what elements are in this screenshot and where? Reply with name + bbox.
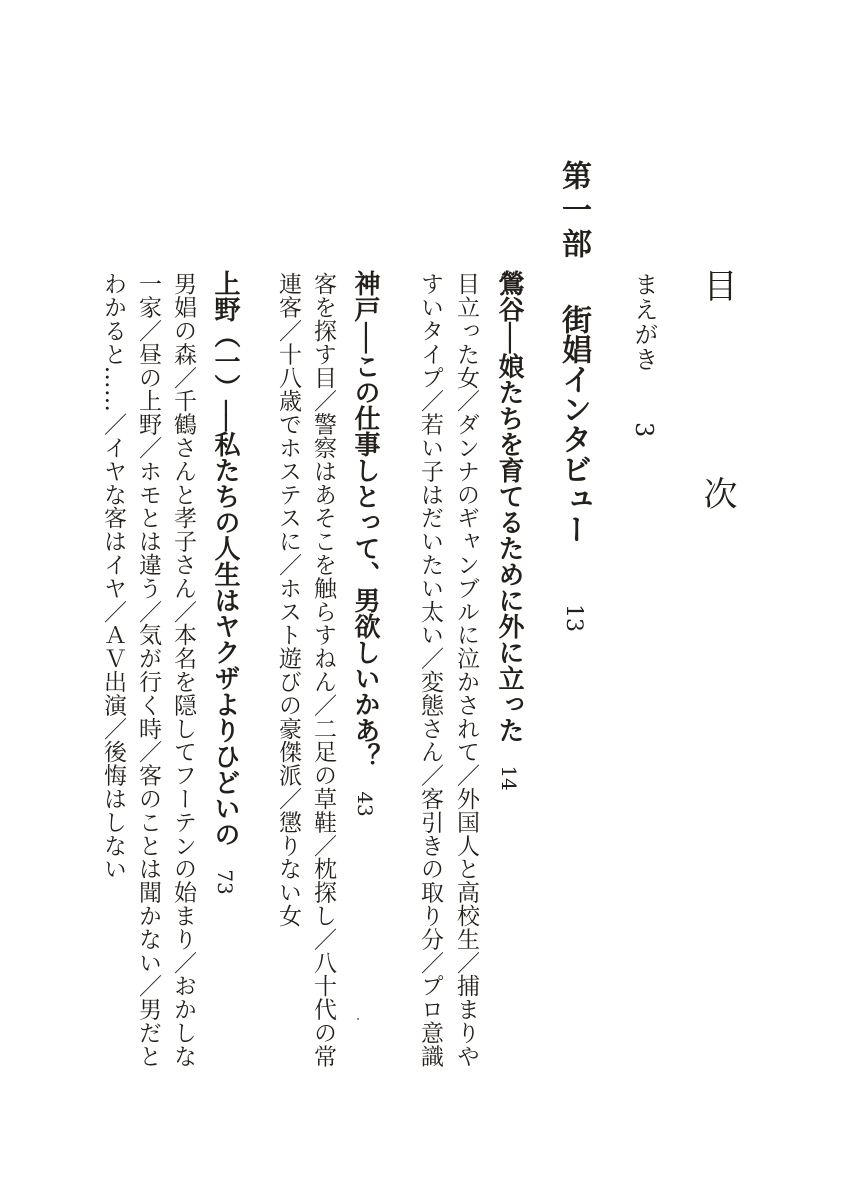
section-summary-line: すいタイプ／若い子はだいたい太い／変態さん／客引きの取り分／プロ意識 bbox=[417, 272, 443, 1068]
preface-page: 3 bbox=[630, 422, 658, 439]
section-summary-line: 目立った女／ダンナのギャンブルに泣かされて／外国人と高校生／捕まりや bbox=[453, 272, 479, 1068]
section-summary-line: 連客／十八歳でホステスに／ホスト遊びの豪傑派／懲りない女 bbox=[275, 272, 301, 928]
part-page: 13 bbox=[561, 604, 586, 632]
toc-title: 目 次 bbox=[697, 268, 737, 580]
speck bbox=[357, 1018, 359, 1020]
section-summary-line: わかると……／イヤな客はイヤ／ＡＶ出演／後悔はしない bbox=[100, 272, 126, 881]
section-page: 73 bbox=[213, 869, 237, 895]
section-summary-line: 男娼の森／千鶴さんと孝子さん／本名を隠してフーテンの始まり／おかしな bbox=[170, 272, 196, 1068]
part-title: 街娼インタビュー bbox=[556, 304, 591, 544]
section-page: 43 bbox=[353, 791, 377, 817]
section-heading: 神戸──この仕事しとって、男欲しいかあ？ bbox=[350, 270, 380, 770]
section-summary-line: 客を探す目／警察はあそこを触らすねん／二足の草鞋／枕探し／八十代の常 bbox=[310, 272, 336, 1068]
section-summary-line: 一家／昼の上野／ホモとは違う／気が行く時／客のことは聞かない／男だと bbox=[135, 272, 161, 1068]
toc-entry-section-uguisudani[interactable] bbox=[496, 270, 522, 791]
section-heading: 鶯谷──娘たちを育てるために外に立った bbox=[494, 270, 524, 744]
section-page: 14 bbox=[497, 765, 521, 791]
toc-entry-part-1[interactable] bbox=[556, 160, 591, 632]
toc-entry-section-kobe[interactable] bbox=[352, 270, 378, 817]
toc-entry-preface[interactable] bbox=[632, 272, 656, 438]
toc-entry-section-ueno-1[interactable] bbox=[212, 270, 238, 895]
part-number: 第一部 bbox=[556, 160, 591, 262]
preface-label: まえがき bbox=[630, 272, 658, 372]
section-heading: 上野（一）──私たちの人生はヤクザよりひどいの bbox=[210, 270, 240, 848]
